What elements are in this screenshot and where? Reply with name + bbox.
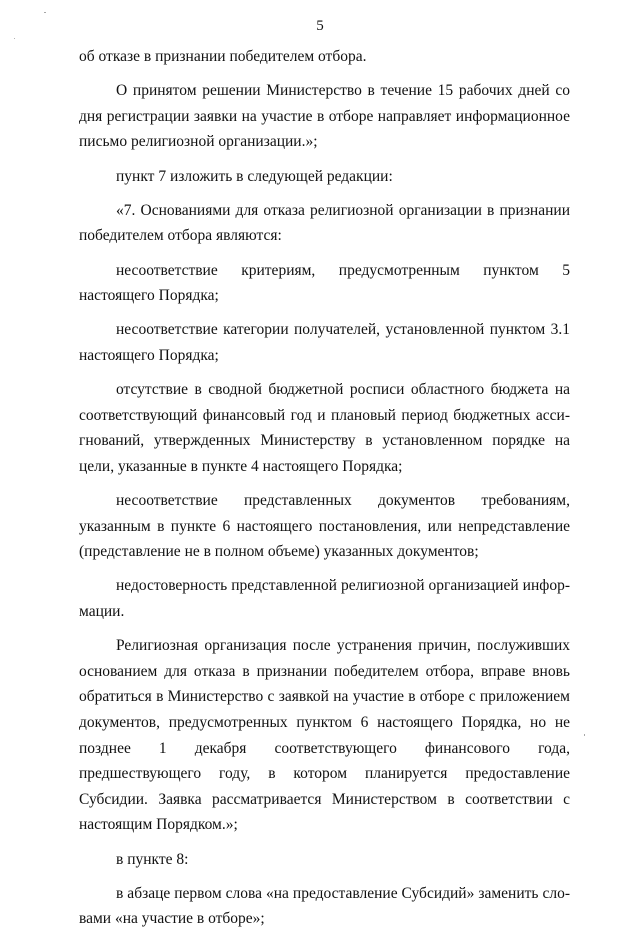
page-number: 5 bbox=[316, 18, 324, 34]
paragraph: отсутствие в сводной бюджетной росписи областного бюджета на соответствующий финансовый год и плановый период бюджетных ассигнований, утвержденных Министерству в установленном порядке на цели, указанные в пункте 4 настоящего Порядка; bbox=[79, 381, 570, 475]
paragraph: О принятом решении Министерство в течение 15 рабочих дней со дня регистрации заявки на участие в отборе направляет информационное письмо религиозной организации.»; bbox=[79, 82, 570, 151]
paragraph: несоответствие представленных документов требованиям, указанным в пункте 6 настоящего постановления, или непредставление (представление не в полном объеме) указанных документов; bbox=[79, 492, 570, 561]
scan-speck bbox=[44, 12, 46, 13]
paragraph: несоответствие категории получателей, установленной пунктом 3.1 настоящего Порядка; bbox=[79, 321, 570, 364]
paragraph: в пункте 8: bbox=[116, 850, 189, 868]
paragraph: об отказе в признании победителем отбора. bbox=[79, 48, 367, 65]
paragraph: пункт 7 изложить в следующей редакции: bbox=[116, 167, 393, 185]
paragraph: недостоверность представленной религиозной организацией информации. bbox=[79, 577, 570, 621]
scan-speck bbox=[14, 38, 15, 39]
scan-speck bbox=[584, 734, 585, 736]
paragraph: в абзаце первом слова «на предоставление Субсидий» заменить словами «на участие в отборе»; bbox=[79, 884, 570, 928]
document-body bbox=[79, 44, 570, 932]
paragraph: «7. Основаниями для отказа религиозной организации в признании победителем отбора являются: bbox=[79, 201, 570, 245]
paragraph: несоответствие критериям, предусмотренным пунктом 5 настоящего Порядка; bbox=[79, 261, 570, 305]
paragraph: Религиозная организация после устранения причин, послуживших основанием для отказа в признании победителем отбора, вправе вновь обратиться в Министерство с заявкой на участие в отборе с приложением документов, предусмотренных пунктом 6 настоящего Порядка, но не позднее 1 декабря соответствующего финансового года, предшествующего году, в котором планируется предоставление Субсидии. Заявка рассматривается Министерством в соответствии с настоящим Порядком.»; bbox=[79, 637, 570, 834]
